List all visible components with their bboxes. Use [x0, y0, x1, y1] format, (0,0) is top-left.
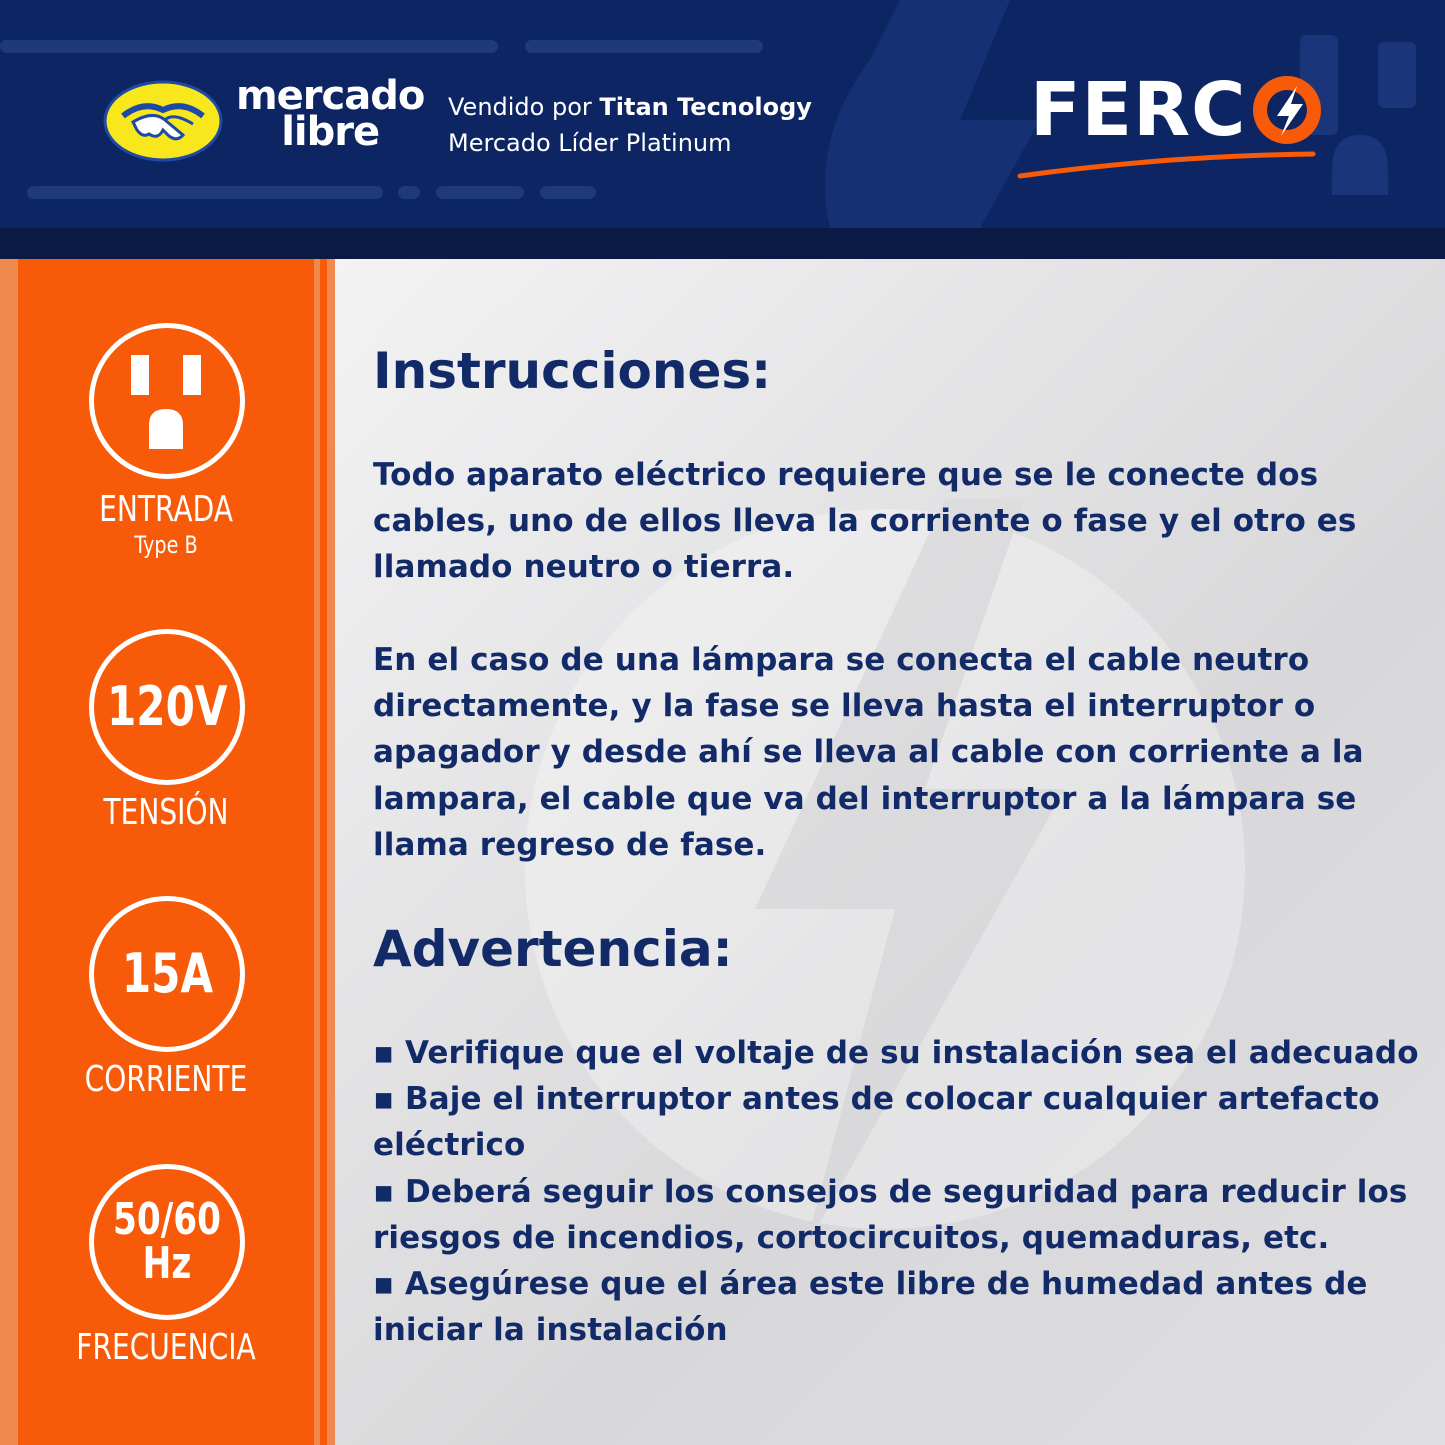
warning-item: eléctrico — [373, 1127, 526, 1164]
ferco-brand: FERC — [1030, 67, 1247, 153]
spec-value-current: 15A — [121, 942, 213, 1005]
header-strip — [0, 228, 1445, 259]
sidebar-divider — [320, 259, 327, 1445]
outlet-icon — [127, 351, 207, 451]
text-line: cables, uno de ellos lleva la corriente o fase y el otro es — [373, 503, 1357, 540]
spec-label-voltage: TENSIÓN — [103, 792, 229, 833]
spec-label-input: ENTRADA — [99, 489, 233, 530]
spec-value-frequency — [110, 1194, 224, 1289]
spec-circle-current — [89, 896, 245, 1052]
text-line: llamado neutro o tierra. — [373, 549, 795, 586]
warning-item: ▪ Verifique que el voltaje de su instalación sea el adecuado — [373, 1035, 1419, 1071]
spec-circle-frequency — [89, 1164, 245, 1320]
warning-item: iniciar la instalación — [373, 1312, 728, 1349]
text-line: directamente, y la fase se lleva hasta el interruptor o — [373, 688, 1316, 725]
brand-line1: mercado — [236, 73, 425, 119]
spec-sidebar — [0, 259, 335, 1445]
instructions-paragraph-1 — [373, 452, 1413, 591]
spec-value-voltage: 120V — [106, 675, 228, 738]
mercado-libre-logo-icon — [103, 80, 223, 162]
instructions-title: Instrucciones: — [373, 342, 772, 400]
text-line: lampara, el cable que va del interruptor a la lámpara se — [373, 780, 1357, 817]
spec-circle-voltage — [89, 629, 245, 785]
instructions-paragraph-2 — [373, 637, 1413, 868]
warning-item: ▪ Baje el interruptor antes de colocar cualquier artefacto — [373, 1081, 1380, 1118]
warning-item: ▪ Deberá seguir los consejos de seguridad para reducir los — [373, 1173, 1408, 1210]
text-line: Todo aparato eléctrico requiere que se le conecte dos — [373, 457, 1319, 493]
warning-item: ▪ Asegúrese que el área este libre de humedad antes de — [373, 1266, 1368, 1303]
mercado-libre-wordmark — [236, 73, 425, 155]
spec-circle-input — [89, 323, 245, 479]
spec-sub-input: Type B — [134, 531, 198, 559]
spec-label-current: CORRIENTE — [84, 1059, 248, 1100]
seller-info — [448, 89, 812, 161]
spec-label-frequency: FRECUENCIA — [76, 1327, 256, 1368]
seller-badge: Mercado Líder Platinum — [448, 129, 732, 157]
text-line: llama regreso de fase. — [373, 826, 767, 863]
warning-list — [373, 1030, 1419, 1353]
text-line: apagador y desde ahí se lleva al cable con corriente a la — [373, 734, 1364, 771]
frequency-line2: Hz — [142, 1238, 192, 1289]
seller-prefix: Vendido por — [448, 93, 592, 121]
text-line: En el caso de una lámpara se conecta el cable neutro — [373, 642, 1310, 678]
warning-title: Advertencia: — [373, 920, 733, 978]
header-banner — [0, 0, 1445, 228]
brand-line2: libre — [281, 109, 380, 155]
seller-name: Titan Tecnology — [599, 93, 812, 121]
frequency-line1: 50/60 — [112, 1194, 222, 1245]
warning-item: riesgos de incendios, cortocircuitos, quemaduras, etc. — [373, 1219, 1330, 1256]
content-panel — [335, 259, 1445, 1445]
ferco-logo-icon — [1015, 67, 1345, 182]
